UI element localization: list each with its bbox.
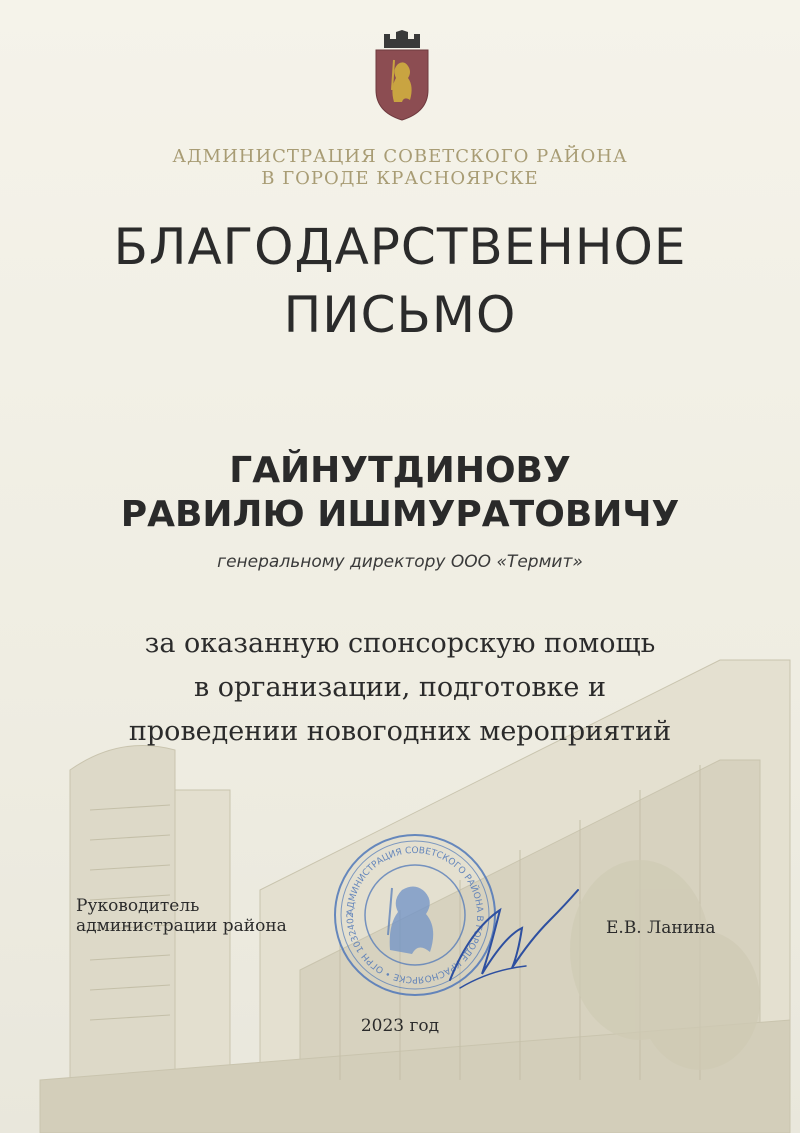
document-title-line1: БЛАГОДАРСТВЕННОЕ (113, 218, 687, 276)
seal-text: АДМИНИСТРАЦИЯ СОВЕТСКОГО РАЙОНА В ГОРОДЕ КРАСНОЯРСКЕ • ОГРН 1032402 (345, 845, 485, 985)
document-title-line2: ПИСЬМО (283, 286, 517, 344)
organization-name-line2: В ГОРОДЕ КРАСНОЯРСКЕ (261, 168, 539, 189)
signatory-name: Е.В. Ланина (606, 918, 716, 938)
krasnoyarsk-coat-of-arms-icon (372, 30, 432, 122)
signatory-role (76, 896, 287, 936)
reason-line1: за оказанную спонсорскую помощь (144, 628, 656, 659)
document-year: 2023 год (360, 1016, 440, 1036)
recipient-surname: ГАЙНУТДИНОВУ (229, 450, 571, 491)
signatory-role-line2: администрации района (76, 916, 287, 936)
reason-line3: проведении новогодних мероприятий (128, 716, 672, 747)
recipient-position: генеральному директору ООО «Термит» (217, 552, 583, 572)
organization-name-line1: АДМИНИСТРАЦИЯ СОВЕТСКОГО РАЙОНА (172, 146, 628, 167)
reason-line2: в организации, подготовке и (193, 672, 606, 703)
signatory-role-line1: Руководитель (76, 896, 200, 916)
recipient-given-names: РАВИЛЮ ИШМУРАТОВИЧУ (120, 494, 680, 535)
handwritten-signature (430, 870, 590, 1000)
